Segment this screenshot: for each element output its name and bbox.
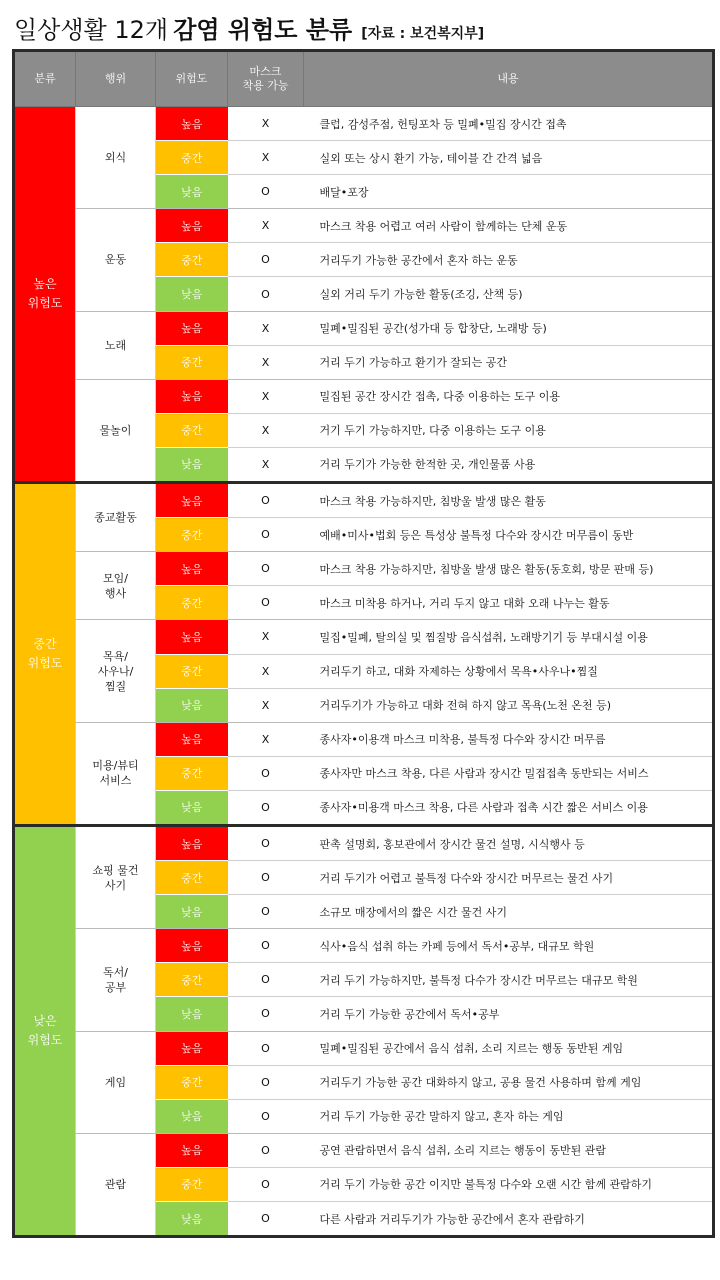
activity-cell: 독서/ 공부 <box>76 929 156 1031</box>
table-row <box>14 107 714 141</box>
table-body <box>14 107 714 1237</box>
risk-badge: 낮음 <box>156 277 228 311</box>
header-category: 분류 <box>14 51 76 107</box>
content-cell: 다른 사람과 거리두기가 가능한 공간에서 혼자 관람하기 <box>304 1202 714 1237</box>
risk-badge: 중간 <box>156 654 228 688</box>
content-cell: 소규모 매장에서의 짧은 시간 물건 사기 <box>304 895 714 929</box>
title-prefix: 일상생활 12개 <box>14 16 169 44</box>
activity-cell: 미용/뷰티 서비스 <box>76 722 156 825</box>
header-activity: 행위 <box>76 51 156 107</box>
content-cell: 거리 두기 가능하지만, 불특정 다수가 장시간 머무르는 대규모 학원 <box>304 963 714 997</box>
mask-cell: X <box>228 722 304 756</box>
table-row <box>14 722 714 756</box>
risk-badge: 높음 <box>156 825 228 860</box>
risk-badge: 중간 <box>156 345 228 379</box>
activity-cell: 물놀이 <box>76 379 156 482</box>
content-cell: 밀집•밀폐, 탈의실 및 찜질방 음식섭취, 노래방기기 등 부대시설 이용 <box>304 620 714 654</box>
mask-cell: O <box>228 861 304 895</box>
title-source: [자료 : 보건복지부] <box>361 26 485 42</box>
risk-badge: 낮음 <box>156 175 228 209</box>
mask-cell: O <box>228 277 304 311</box>
risk-badge: 높음 <box>156 379 228 413</box>
table-row <box>14 379 714 413</box>
activity-cell: 모임/ 행사 <box>76 552 156 620</box>
content-cell: 종사자•미용객 마스크 착용, 다른 사람과 접촉 시간 짧은 서비스 이용 <box>304 790 714 825</box>
mask-cell: O <box>228 1167 304 1201</box>
table-row <box>14 929 714 963</box>
table-header-row <box>14 51 714 107</box>
risk-badge: 중간 <box>156 586 228 620</box>
content-cell: 밀집된 공간 장시간 접촉, 다중 이용하는 도구 이용 <box>304 379 714 413</box>
content-cell: 실외 또는 상시 환기 가능, 테이블 간 간격 넓음 <box>304 141 714 175</box>
risk-badge: 중간 <box>156 243 228 277</box>
content-cell: 거리 두기 가능한 공간에서 독서•공부 <box>304 997 714 1031</box>
category-cell: 낮은 위험도 <box>14 825 76 1236</box>
content-cell: 거리 두기가 어렵고 불특정 다수와 장시간 머무르는 물건 사기 <box>304 861 714 895</box>
mask-cell: O <box>228 586 304 620</box>
risk-badge: 낮음 <box>156 447 228 482</box>
content-cell: 마스크 미착용 하거나, 거리 두지 않고 대화 오래 나누는 활동 <box>304 586 714 620</box>
content-cell: 마스크 착용 가능하지만, 침방울 발생 많은 활동(동호회, 방문 판매 등) <box>304 552 714 586</box>
activity-cell: 게임 <box>76 1031 156 1133</box>
mask-cell: X <box>228 413 304 447</box>
risk-badge: 중간 <box>156 1167 228 1201</box>
risk-table <box>12 49 715 1238</box>
mask-cell: O <box>228 963 304 997</box>
risk-badge: 중간 <box>156 861 228 895</box>
table-row <box>14 1133 714 1167</box>
mask-cell: X <box>228 345 304 379</box>
content-cell: 거리두기가 가능하고 대화 전혀 하지 않고 목욕(노천 온천 등) <box>304 688 714 722</box>
risk-badge: 낮음 <box>156 688 228 722</box>
content-cell: 거리두기 가능한 공간 대화하지 않고, 공용 물건 사용하며 함께 게임 <box>304 1065 714 1099</box>
content-cell: 종사자만 마스크 착용, 다른 사람과 장시간 밀접접촉 동반되는 서비스 <box>304 756 714 790</box>
risk-badge: 낮음 <box>156 1202 228 1237</box>
content-cell: 거리 두기 가능한 공간 말하지 않고, 혼자 하는 게임 <box>304 1099 714 1133</box>
risk-badge: 중간 <box>156 141 228 175</box>
mask-cell: X <box>228 141 304 175</box>
content-cell: 거기 두기 가능하지만, 다중 이용하는 도구 이용 <box>304 413 714 447</box>
risk-badge: 낮음 <box>156 790 228 825</box>
risk-badge: 낮음 <box>156 895 228 929</box>
content-cell: 식사•음식 섭취 하는 카페 등에서 독서•공부, 대규모 학원 <box>304 929 714 963</box>
content-cell: 밀폐•밀집된 공간(성가대 등 합창단, 노래방 등) <box>304 311 714 345</box>
mask-cell: O <box>228 483 304 518</box>
risk-badge: 높음 <box>156 722 228 756</box>
table-row <box>14 825 714 860</box>
mask-cell: O <box>228 929 304 963</box>
activity-cell: 노래 <box>76 311 156 379</box>
mask-cell: O <box>228 243 304 277</box>
mask-cell: O <box>228 1202 304 1237</box>
risk-badge: 높음 <box>156 1031 228 1065</box>
risk-badge: 낮음 <box>156 1099 228 1133</box>
mask-cell: O <box>228 1031 304 1065</box>
mask-cell: O <box>228 1065 304 1099</box>
content-cell: 공연 관람하면서 음식 섭취, 소리 지르는 행동이 동반된 관람 <box>304 1133 714 1167</box>
risk-badge: 높음 <box>156 107 228 141</box>
content-cell: 판촉 설명회, 홍보관에서 장시간 물건 설명, 시식행사 등 <box>304 825 714 860</box>
table-row <box>14 552 714 586</box>
risk-badge: 중간 <box>156 1065 228 1099</box>
mask-cell: O <box>228 552 304 586</box>
risk-badge: 중간 <box>156 756 228 790</box>
risk-badge: 높음 <box>156 1133 228 1167</box>
table-row <box>14 620 714 654</box>
risk-badge: 중간 <box>156 413 228 447</box>
mask-cell: X <box>228 107 304 141</box>
category-cell: 중간 위험도 <box>14 483 76 826</box>
header-mask: 마스크 착용 가능 <box>228 51 304 107</box>
activity-cell: 쇼핑 물건 사기 <box>76 825 156 928</box>
activity-cell: 운동 <box>76 209 156 311</box>
mask-cell: O <box>228 997 304 1031</box>
mask-cell: O <box>228 895 304 929</box>
mask-cell: O <box>228 1099 304 1133</box>
mask-cell: O <box>228 1133 304 1167</box>
mask-cell: O <box>228 175 304 209</box>
risk-badge: 높음 <box>156 209 228 243</box>
risk-badge: 중간 <box>156 518 228 552</box>
content-cell: 거리 두기가 가능한 한적한 곳, 개인물품 사용 <box>304 447 714 482</box>
content-cell: 거리두기 하고, 대화 자제하는 상황에서 목욕•사우나•찜질 <box>304 654 714 688</box>
content-cell: 예배•미사•법회 등은 특성상 불특정 다수와 장시간 머무름이 동반 <box>304 518 714 552</box>
content-cell: 마스크 착용 어렵고 여러 사람이 함께하는 단체 운동 <box>304 209 714 243</box>
content-cell: 밀폐•밀집된 공간에서 음식 섭취, 소리 지르는 행동 동반된 게임 <box>304 1031 714 1065</box>
mask-cell: O <box>228 825 304 860</box>
mask-cell: X <box>228 379 304 413</box>
table-row <box>14 311 714 345</box>
activity-cell: 목욕/ 사우나/ 찜질 <box>76 620 156 722</box>
risk-badge: 높음 <box>156 620 228 654</box>
content-cell: 배달•포장 <box>304 175 714 209</box>
activity-cell: 외식 <box>76 107 156 209</box>
mask-cell: X <box>228 447 304 482</box>
table-row <box>14 1031 714 1065</box>
category-cell: 높은 위험도 <box>14 107 76 483</box>
content-cell: 거리두기 가능한 공간에서 혼자 하는 운동 <box>304 243 714 277</box>
table-row <box>14 483 714 518</box>
page-title <box>14 10 484 50</box>
content-cell: 클럽, 감성주점, 헌팅포차 등 밀폐•밀집 장시간 접촉 <box>304 107 714 141</box>
content-cell: 거리 두기 가능하고 환기가 잘되는 공간 <box>304 345 714 379</box>
risk-badge: 높음 <box>156 552 228 586</box>
risk-badge: 중간 <box>156 963 228 997</box>
activity-cell: 관람 <box>76 1133 156 1236</box>
mask-cell: O <box>228 756 304 790</box>
content-cell: 실외 거리 두기 가능한 활동(조깅, 산책 등) <box>304 277 714 311</box>
header-risk: 위험도 <box>156 51 228 107</box>
mask-cell: X <box>228 688 304 722</box>
mask-cell: X <box>228 311 304 345</box>
mask-cell: O <box>228 790 304 825</box>
mask-cell: X <box>228 620 304 654</box>
content-cell: 마스크 착용 가능하지만, 침방울 발생 많은 활동 <box>304 483 714 518</box>
risk-badge: 높음 <box>156 483 228 518</box>
mask-cell: O <box>228 518 304 552</box>
risk-badge: 낮음 <box>156 997 228 1031</box>
mask-cell: X <box>228 209 304 243</box>
title-main: 감염 위험도 분류 <box>173 16 353 44</box>
risk-badge: 높음 <box>156 929 228 963</box>
activity-cell: 종교활동 <box>76 483 156 552</box>
mask-cell: X <box>228 654 304 688</box>
content-cell: 거리 두기 가능한 공간 이지만 불특정 다수와 오랜 시간 함께 관람하기 <box>304 1167 714 1201</box>
table-row <box>14 209 714 243</box>
header-content: 내용 <box>304 51 714 107</box>
content-cell: 종사자•이용객 마스크 미착용, 불특정 다수와 장시간 머무름 <box>304 722 714 756</box>
risk-badge: 높음 <box>156 311 228 345</box>
